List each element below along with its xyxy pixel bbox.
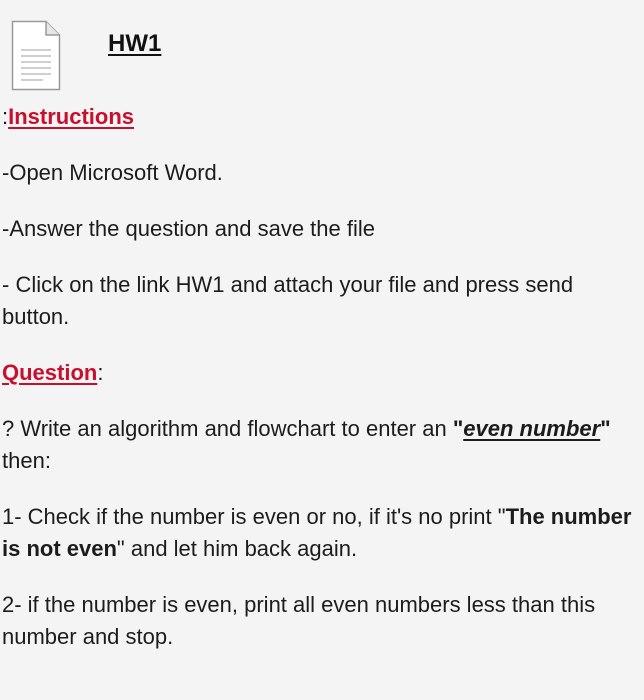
question-item-1-bold: The number is not even — [2, 504, 632, 561]
question-intro-quote-close: " — [600, 416, 611, 441]
question-intro — [2, 413, 638, 477]
question-intro-post: then: — [2, 448, 51, 473]
document-file-icon — [11, 20, 61, 91]
question-heading-suffix: : — [97, 360, 104, 385]
question-intro-pre: ? Write an algorithm and flowchart to enter an — [2, 416, 453, 441]
question-heading — [2, 357, 638, 389]
question-intro-emphasis: even number — [463, 416, 601, 441]
instruction-step-3: - Click on the link HW1 and attach your file and press send button. — [2, 272, 574, 329]
instructions-prefix: : — [2, 104, 9, 129]
question-intro-quote-open: " — [452, 416, 464, 441]
question-item-2: 2- if the number is even, print all even numbers less than this number and stop. — [2, 592, 596, 649]
instruction-step-1: -Open Microsoft Word. — [2, 160, 223, 185]
instruction-step-2: -Answer the question and save the file — [2, 216, 376, 241]
question-item-1-pre: 1- Check if the number is even or no, if it's no print " — [2, 504, 506, 529]
question-item-1-post: " and let him back again. — [116, 536, 358, 561]
document-body — [2, 101, 638, 677]
question-heading-text: Question — [2, 360, 98, 385]
page-title: HW1 — [108, 30, 162, 57]
instructions-heading — [2, 101, 638, 133]
question-item-1 — [2, 501, 638, 565]
instructions-heading-text: Instructions — [8, 104, 135, 129]
